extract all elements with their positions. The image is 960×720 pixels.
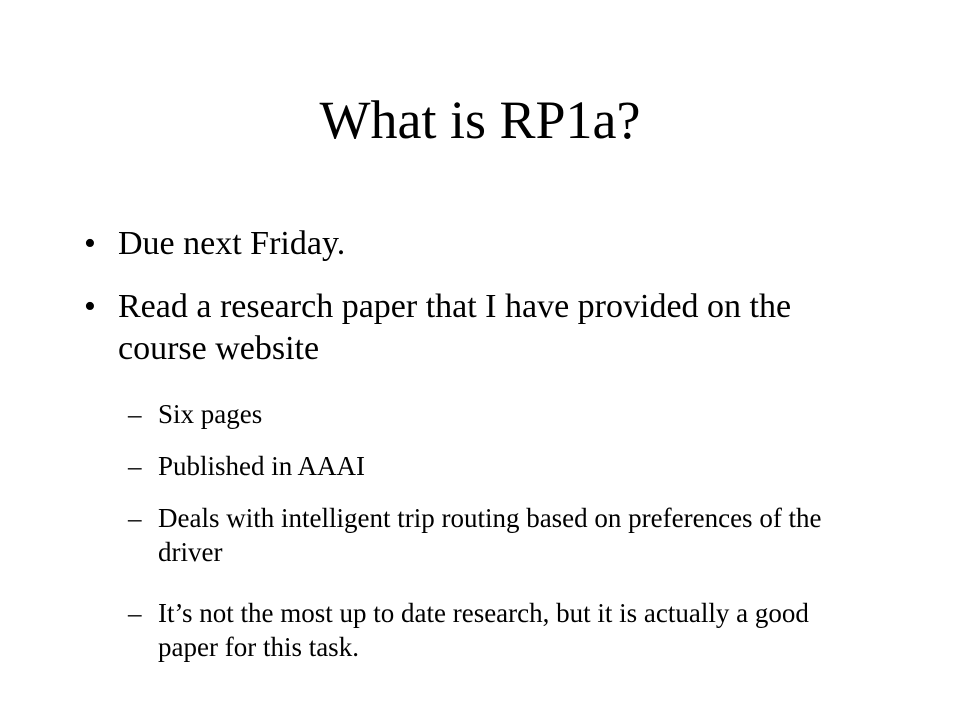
sub-bullet-item [128, 397, 848, 431]
bullet-text: Due next Friday. [118, 225, 346, 262]
bullet-item [84, 286, 884, 370]
sub-bullet-text: Deals with intelligent trip routing based on preferences of the driver [158, 503, 822, 567]
sub-bullet-marker: – [128, 451, 142, 481]
sub-bullet-item [128, 501, 848, 569]
bullet-text: Read a research paper that I have provided on the course website [118, 288, 792, 367]
sub-bullet-text: It’s not the most up to date research, but it is actually a good paper for this task. [158, 598, 809, 662]
sub-bullet-text: Published in AAAI [158, 451, 366, 481]
sub-bullet-marker: – [128, 503, 142, 533]
slide-title: What is RP1a? [319, 90, 641, 150]
sub-bullet-marker: – [128, 598, 142, 628]
sub-bullet-text: Six pages [158, 399, 263, 429]
sub-bullet-marker: – [128, 399, 142, 429]
sub-bullet-item [128, 596, 848, 664]
sub-bullet-item [128, 449, 848, 483]
bullet-item [84, 223, 884, 265]
bullet-marker: • [84, 288, 96, 325]
bullet-marker: • [84, 225, 96, 262]
